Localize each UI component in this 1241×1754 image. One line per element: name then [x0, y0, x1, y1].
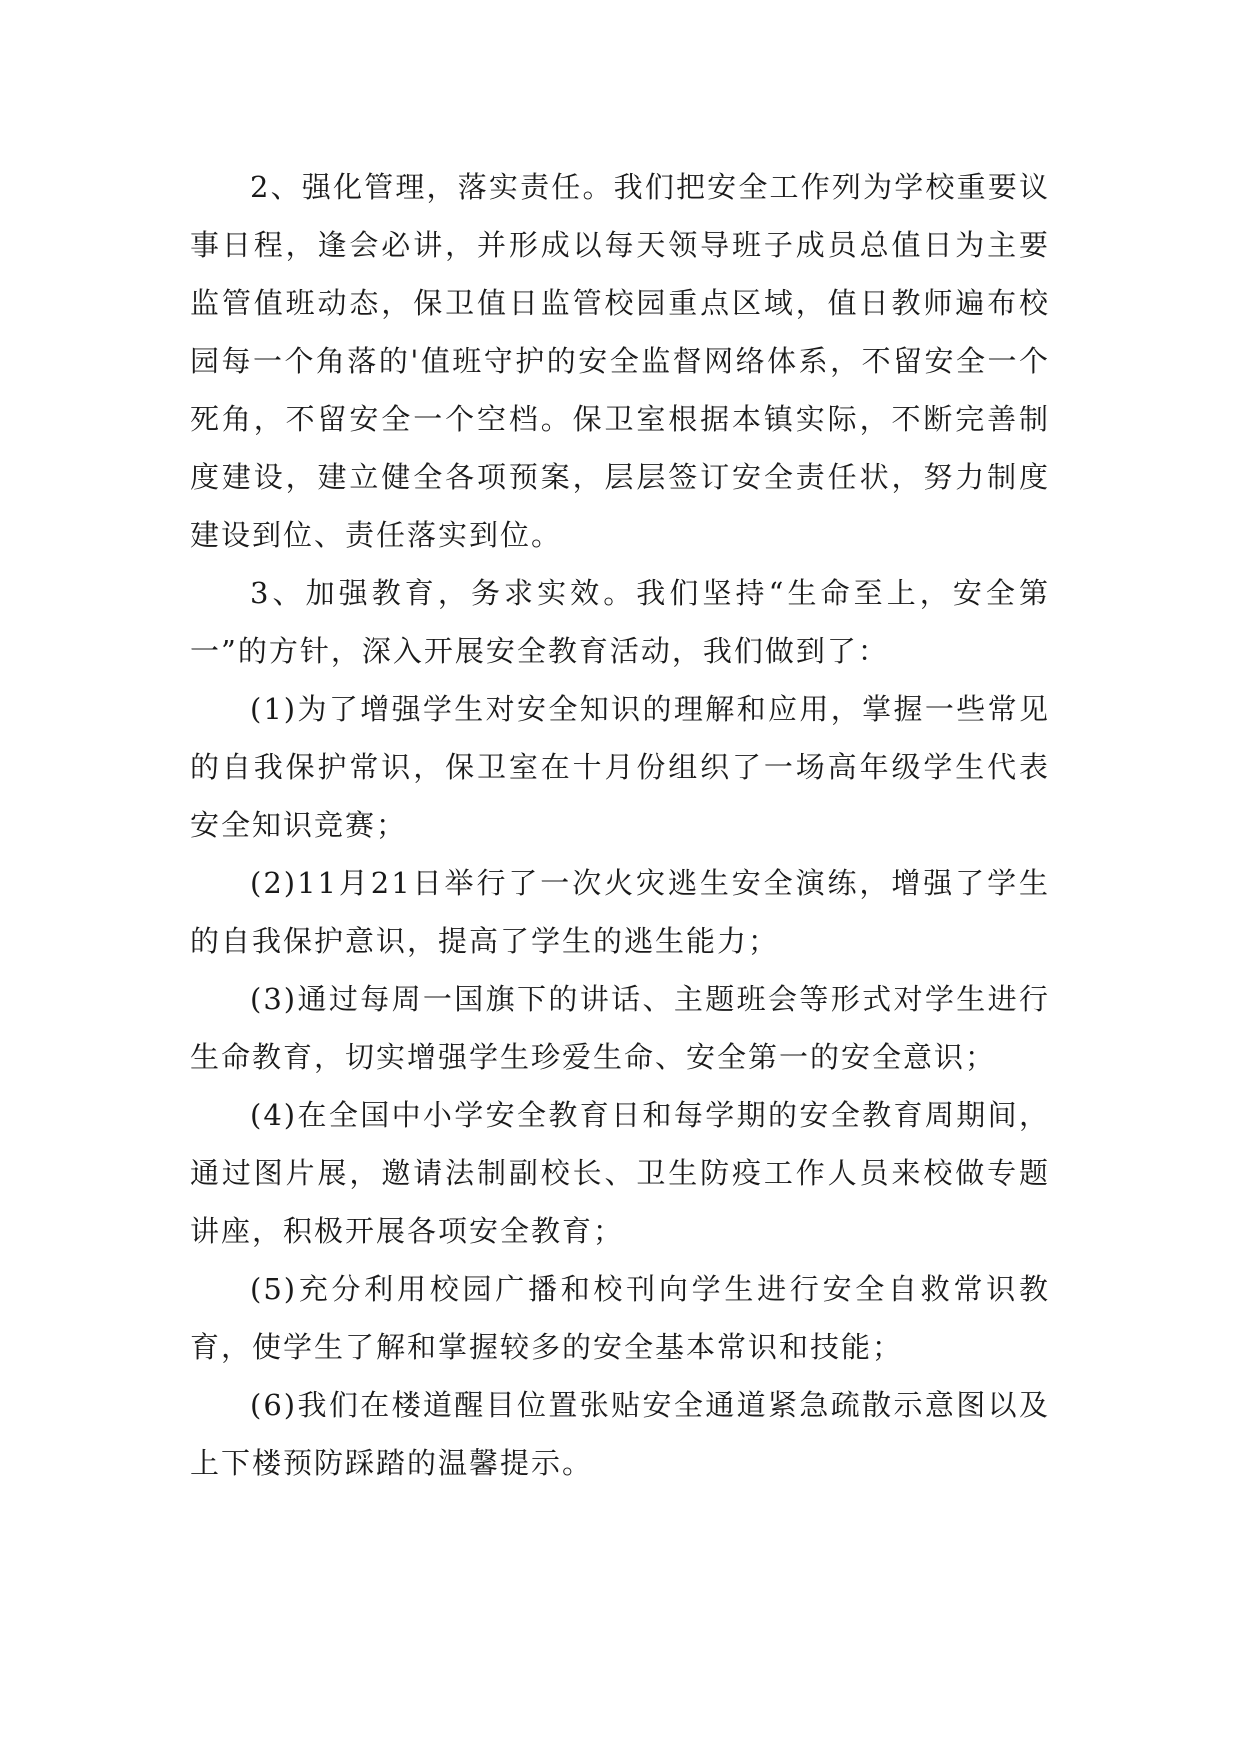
list-item-safety-week: (4)在全国中小学安全教育日和每学期的安全教育周期间，通过图片展，邀请法制副校长、卫生防疫工作人员来校做专题讲座，积极开展各项安全教育； [190, 1098, 1050, 1248]
list-item-broadcast: (5)充分利用校园广播和校刊向学生进行安全自救常识教育，使学生了解和掌握较多的安全基本常识和技能； [190, 1272, 1050, 1364]
list-item-fire-drill: (2)11月21日举行了一次火灾逃生安全演练，增强了学生的自我保护意识，提高了学生的逃生能力； [190, 866, 1050, 958]
list-item-evacuation-map: (6)我们在楼道醒目位置张贴安全通道紧急疏散示意图以及上下楼预防踩踏的温馨提示。 [190, 1388, 1050, 1480]
paragraph-education: 3、加强教育，务求实效。我们坚持“生命至上，安全第一”的方针，深入开展安全教育活动，我们做到了： [190, 576, 1050, 668]
paragraph-management: 2、强化管理，落实责任。我们把安全工作列为学校重要议事日程，逢会必讲，并形成以每天领导班子成员总值日为主要监管值班动态，保卫值日监管校园重点区域，值日教师遍布校园每一个角落的'值班守护的安全监督网络体系，不留安全一个死角，不留安全一个空档。保卫室根据本镇实际，不断完善制度建设，建立健全各项预案，层层签订安全责任状，努力制度建设到位、责任落实到位。 [190, 170, 1050, 552]
list-item-life-education: (3)通过每周一国旗下的讲话、主题班会等形式对学生进行生命教育，切实增强学生珍爱生命、安全第一的安全意识； [190, 982, 1050, 1074]
document-body [190, 158, 1050, 1492]
list-item-knowledge-contest: (1)为了增强学生对安全知识的理解和应用，掌握一些常见的自我保护常识，保卫室在十月份组织了一场高年级学生代表安全知识竞赛； [190, 692, 1050, 842]
